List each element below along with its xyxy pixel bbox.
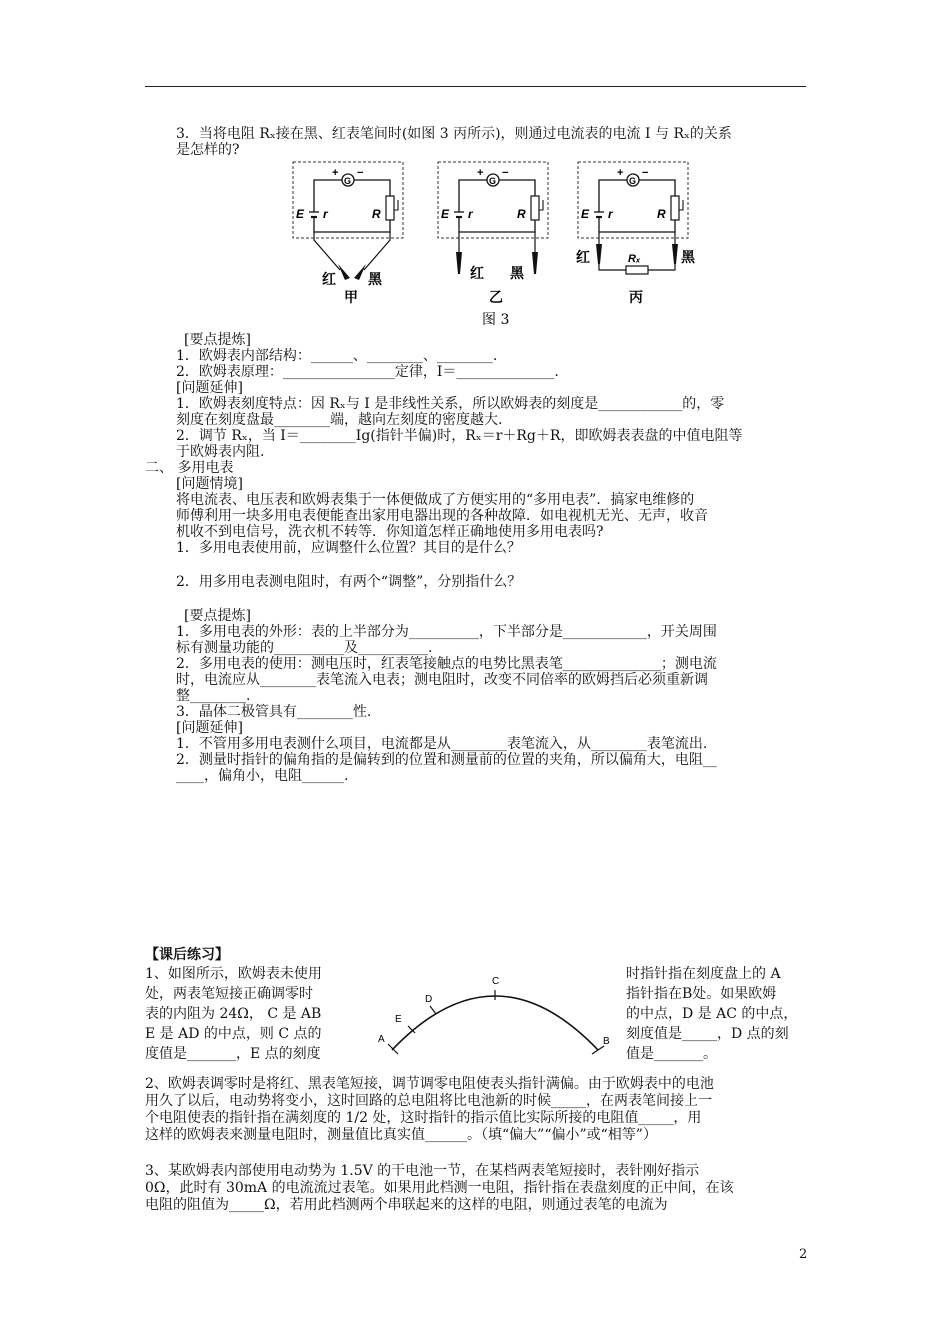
internal-r-label: r bbox=[468, 207, 473, 221]
circuit-panel-c bbox=[576, 162, 696, 305]
section2-title: 二、 多用电表 bbox=[145, 460, 234, 476]
meter-minus-label: − bbox=[642, 167, 649, 179]
resistor-R-label: R bbox=[657, 207, 666, 221]
galvanometer-label: G bbox=[629, 176, 637, 186]
points1-line2: 2．欧姆表原理：________________定律，I＝______________. bbox=[176, 364, 559, 380]
section2-p3: 机收不到电信号，洗衣机不转等．你知道怎样正确地使用多用电表吗? bbox=[176, 524, 604, 540]
q2-line2: 用久了以后，电动势将变小，这时回路的总电阻将比电池新的时候_____，在两表笔间接上一 bbox=[145, 1093, 712, 1109]
q1-left-line3: 表的内阻为 24Ω， C 是 AB bbox=[145, 1006, 322, 1022]
dial-label-a: A bbox=[378, 1034, 385, 1045]
points2-line6: 3．晶体二极管具有________性. bbox=[176, 704, 372, 720]
red-probe-label: 红 bbox=[576, 249, 590, 265]
q3-practice-line2: 0Ω，此时有 30mA 的电流流过表笔。如果用此档测一电阻，指针指在表盘刻度的正中间，在该 bbox=[145, 1180, 734, 1196]
ext1-line4: 于欧姆表内阻. bbox=[176, 444, 265, 460]
emf-label: E bbox=[296, 207, 305, 221]
q2-line4: 这样的欧姆表来测量电阻时，测量值比真实值______。（填“偏大”“偏小”或“相等”） bbox=[145, 1127, 657, 1143]
ext2-line2: 2．测量时指针的偏角指的是偏转到的位置和测量前的位置的夹角，所以偏角大，电阻__ bbox=[176, 752, 717, 768]
circuit-diagrams bbox=[290, 160, 695, 330]
q3-practice-line3: 电阻的阻值为_____Ω，若用此档测两个串联起来的这样的电阻，则通过表笔的电流为 bbox=[145, 1197, 668, 1213]
points2-line4: 时，电流应从________表笔流入电表；测电阻时，改变不同倍率的欧姆挡后必须重新调 bbox=[176, 672, 708, 688]
ext1-line2: 刻度在刻度盘最________端，越向左刻度的密度越大. bbox=[176, 412, 503, 428]
black-probe-label: 黑 bbox=[681, 249, 695, 265]
q1-right-line5: 值是_______。 bbox=[626, 1046, 717, 1062]
header-rule bbox=[145, 86, 806, 87]
dial-label-b: B bbox=[603, 1036, 610, 1047]
rx-label: Rₓ bbox=[628, 253, 641, 265]
q1-left-line1: 1、如图所示，欧姆表未使用 bbox=[145, 966, 322, 982]
q1-right-line1: 时指针指在刻度盘上的 A bbox=[626, 966, 781, 982]
black-probe-label: 黑 bbox=[510, 265, 524, 281]
points2-line2: 标有测量功能的__________及__________. bbox=[176, 640, 433, 656]
q3-line2: 是怎样的? bbox=[176, 142, 240, 158]
dial-label-e: E bbox=[395, 1014, 402, 1025]
figure-3 bbox=[290, 160, 695, 330]
q3-practice-line1: 3、某欧姆表内部使用电动势为 1.5V 的干电池一节，在某档两表笔短接时，表针刚好指示 bbox=[145, 1163, 700, 1179]
points2-line5: 整________. bbox=[176, 688, 251, 704]
points2-line3: 2．多用电表的使用：测电压时，红表笔接触点的电势比黑表笔______________；测电流 bbox=[176, 656, 717, 672]
q1-right-line3: 的中点，D 是 AC 的中点， bbox=[626, 1006, 798, 1022]
black-probe-label: 黑 bbox=[368, 271, 382, 287]
q1-left-line2: 处，两表笔短接正确调零时 bbox=[145, 986, 313, 1002]
emf-label: E bbox=[581, 207, 590, 221]
points2-heading: [要点提炼] bbox=[184, 608, 251, 624]
ohmmeter-dial-figure bbox=[370, 962, 620, 1062]
q2-line1: 2、欧姆表调零时是将红、黑表笔短接，调节调零电阻使表头指针满偏。由于欧姆表中的电池 bbox=[145, 1076, 714, 1092]
q3-line1: 3．当将电阻 Rₓ接在黑、红表笔间时(如图 3 丙所示)，则通过电流表的电流 I 与 Rₓ的关系 bbox=[176, 126, 732, 142]
dial-label-c: C bbox=[492, 976, 500, 987]
meter-minus-label: − bbox=[502, 167, 509, 179]
circuit-panel-a bbox=[293, 162, 403, 305]
ext1-line1: 1．欧姆表刻度特点：因 Rₓ与 I 是非线性关系，所以欧姆表的刻度是____________的，零 bbox=[176, 396, 725, 412]
ext1-line3: 2．调节 Rₓ，当 I＝________Ig(指针半偏)时，Rₓ＝r＋Rg＋R，即欧姆表表盘的中值电阻等 bbox=[176, 428, 743, 444]
ext1-heading: [问题延伸] bbox=[176, 380, 243, 396]
panel-a-label: 甲 bbox=[344, 289, 358, 305]
q1-left-line4: E 是 AD 的中点，则 C 点的 bbox=[145, 1026, 322, 1042]
meter-plus-label: + bbox=[477, 167, 484, 179]
figure-caption: 图 3 bbox=[482, 312, 510, 328]
emf-label: E bbox=[441, 207, 450, 221]
panel-b-label: 乙 bbox=[489, 289, 503, 305]
meter-plus-label: + bbox=[332, 167, 339, 179]
resistor-R-label: R bbox=[517, 207, 526, 221]
ext2-heading: [问题延伸] bbox=[176, 720, 243, 736]
resistor-R-label: R bbox=[372, 207, 381, 221]
internal-r-label: r bbox=[323, 207, 328, 221]
internal-r-label: r bbox=[608, 207, 613, 221]
section2-p1: 将电流表、电压表和欧姆表集于一体便做成了方便实用的“多用电表”．搞家电维修的 bbox=[176, 492, 695, 508]
section2-p2: 师傅利用一块多用电表便能查出家用电器出现的各种故障．如电视机无光、无声，收音 bbox=[176, 508, 708, 524]
section2-situation: [问题情境] bbox=[176, 476, 243, 492]
q1-right-line2: 指针指在B处。如果欧姆 bbox=[626, 986, 777, 1002]
q2-line3: 个电阻使表的指针指在满刻度的 1/2 处，这时指针的指示值比实际所接的电阻值_____，用 bbox=[145, 1110, 702, 1126]
q1-left-line5: 度值是_______，E 点的刻度 bbox=[145, 1046, 321, 1062]
meter-plus-label: + bbox=[617, 167, 624, 179]
q1-right-line4: 刻度值是_____，D 点的刻 bbox=[626, 1026, 789, 1042]
ohmmeter-scale-arc bbox=[370, 962, 620, 1062]
panel-c-label: 丙 bbox=[629, 289, 643, 305]
red-probe-label: 红 bbox=[470, 265, 484, 281]
ext2-line3: ____，偏角小，电阻______. bbox=[176, 768, 349, 784]
dial-label-d: D bbox=[425, 994, 433, 1005]
meter-minus-label: − bbox=[357, 167, 364, 179]
galvanometer-label: G bbox=[344, 176, 352, 186]
ext2-line1: 1．不管用多用电表测什么项目，电流都是从________表笔流入，从________表笔流出. bbox=[176, 736, 708, 752]
galvanometer-label: G bbox=[489, 176, 497, 186]
page-number: 2 bbox=[799, 1247, 808, 1262]
points1-line1: 1．欧姆表内部结构：______、________、________. bbox=[176, 348, 498, 364]
practice-heading: 【课后练习】 bbox=[145, 947, 229, 963]
section2-q1: 1．多用电表使用前，应调整什么位置？其目的是什么？ bbox=[176, 540, 521, 556]
section2-q2: 2．用多用电表测电阻时，有两个“调整”，分别指什么？ bbox=[176, 574, 522, 590]
circuit-panel-b bbox=[438, 162, 548, 305]
points2-line1: 1．多用电表的外形：表的上半部分为__________，下半部分是____________，开关周围 bbox=[176, 624, 717, 640]
points1-heading: [要点提炼] bbox=[184, 332, 251, 348]
red-probe-label: 红 bbox=[322, 271, 336, 287]
